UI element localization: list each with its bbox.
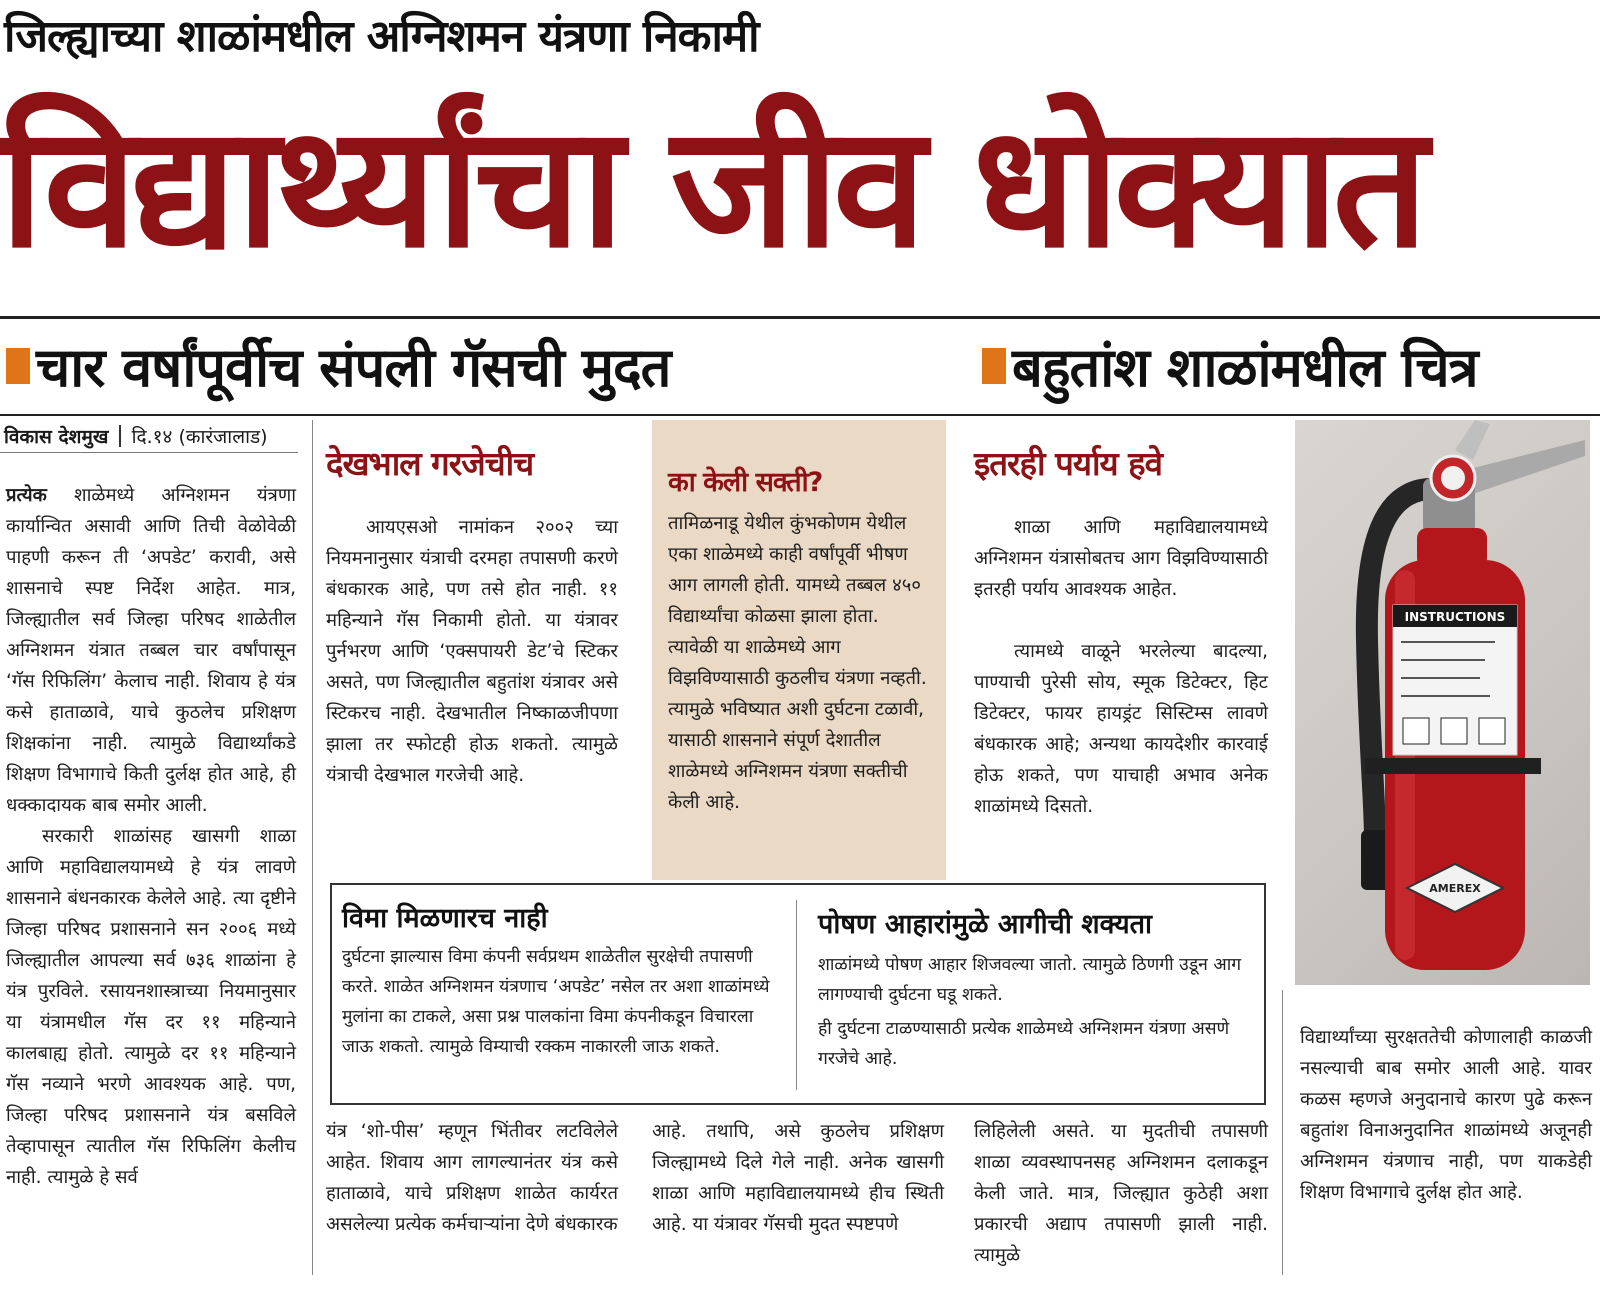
col4-paragraph-2: त्यामध्ये वाळूने भरलेल्या बादल्या, पाण्याची पुरेसी सोय, स्मूक डिटेक्टर, हिट डिटेक्टर, फायर हायड्रंट सिस्टिम्स लावणे बंधकारक आहे; अन्यथा कायदेशीर कारवाई होऊ शकते, पण याचाही अभाव अनेक शाळांमध्ये दिसतो. xyxy=(974,641,1268,817)
extinguisher-label-text: INSTRUCTIONS xyxy=(1404,610,1506,624)
subhead-right-text: बहुतांश शाळांमधील चित्र xyxy=(1012,336,1478,399)
fire-extinguisher-photo xyxy=(1295,420,1590,985)
col4-continuation: लिहिलेली असते. या मुदतीची तपासणी शाळा व्यवस्थापनसह अग्निशमन दलाकडून केली जाते. मात्र, जिल्ह्यात कुठेही अशा प्रकारची अद्याप तपासणी झाली नाही. त्यामुळे xyxy=(974,1121,1268,1266)
insurance-text: दुर्घटना झाल्यास विमा कंपनी सर्वप्रथम शाळेतील सुरक्षेची तपासणी करते. शाळेत अग्निशमन यंत्रणाच ‘अपडेट’ नसेल तर अशा शाळांमध्ये मुलांना का टाकले, असा प्रश्न पालकांना विमा कंपनीकडून विचारला जाऊ शकतो. त्यामुळे विम्याची रक्कम नाकारली जाऊ शकते. xyxy=(342,947,770,1057)
byline-dateline: दि.१४ (कारंजालाड) xyxy=(131,426,268,448)
column-rule-1 xyxy=(312,420,313,1275)
col3-paragraph: तामिळनाडू येथील कुंभकोणम येथील एका शाळेमध्ये काही वर्षांपूर्वी भीषण आग लागली होती. यामध्ये तब्बल ४५० विद्यार्थ्यांचा कोळसा झाला होता. त्यावेळी या शाळेमध्ये आग विझविण्यासाठी कुठलीच यंत्रणा नव्हती. त्यामुळे भविष्यात अशी दुर्घटना टळावी, यासाठी शासनाने संपूर्ण देशातील शाळेमध्ये अग्निशमन यंत्रणा सक्तीची केली आहे. xyxy=(668,513,927,813)
orange-square-bullet xyxy=(982,348,1006,384)
main-headline: विद्यार्थ्यांचा जीव धोक्यात xyxy=(0,89,1423,285)
col2-continuation: यंत्र ‘शो-पीस’ म्हणून भिंतीवर लटविलेले आहेत. शिवाय आग लागल्यानंतर यंत्र कसे हाताळावे, याचे प्रशिक्षण शाळेत कार्यरत असलेल्या प्रत्येक कर्मचाऱ्यांना देणे बंधकारक xyxy=(326,1121,618,1235)
top-rule xyxy=(0,316,1600,319)
col3-heading: का केली सक्ती? xyxy=(668,467,823,498)
byline-author: विकास देशमुख xyxy=(4,426,109,448)
extinguisher-brand-text: AMEREX xyxy=(1429,882,1481,895)
nutrition-heading: पोषण आहारांमुळे आगीची शक्यता xyxy=(818,909,1153,940)
orange-square-bullet xyxy=(6,348,30,384)
col4-paragraph-1: शाळा आणि महाविद्यालयामध्ये अग्निशमन यंत्रासोबतच आग विझविण्यासाठी इतरही पर्याय आवश्यक आहेत. xyxy=(974,517,1268,600)
col1-p1-text: शाळेमध्ये अग्निशमन यंत्रणा कार्यान्वित असावी आणि तिची वेळोवेळी पाहणी करून ती ‘अपडेट’ करावी, असे शासनाचे स्पष्ट निर्देश आहेत. मात्र, जिल्ह्यातील सर्व जिल्हा परिषद शाळेतील अग्निशमन यंत्रात तब्बल चार वर्षांपासून ‘गॅस रिफिलिंग’ केलाच नाही. शिवाय हे यंत्र कसे हाताळावे, याचे कुठलेच प्रशिक्षण शिक्षकांना नाही. त्यामुळे विद्यार्थ्यांकडे शिक्षण विभागाचे किती दुर्लक्ष होत आहे, ही धक्कादायक बाब समोर आली. xyxy=(6,485,296,816)
subhead-left-text: चार वर्षांपूर्वीच संपली गॅसची मुदत xyxy=(36,336,671,399)
byline-underline xyxy=(0,452,298,453)
col2-paragraph: आयएसओ नामांकन २००२ च्या नियमनानुसार यंत्राची दरमहा तपासणी करणे बंधकारक आहे, पण तसे होत नाही. ११ महिन्याने गॅस निकामी होतो. या यंत्रावर पुर्नभरण आणि ‘एक्सपायरी डेट’चे स्टिकर असते, पण जिल्ह्यातील बहुतांश यंत्रावर असे स्टिकरच नाही. देखभातील निष्काळजीपणा झाला तर स्फोटही होऊ शकतो. त्यामुळे यंत्राची देखभाल गरजेची आहे. xyxy=(326,517,618,786)
col1-paragraph-2: सरकारी शाळांसह खासगी शाळा आणि महाविद्यालयामध्ये हे यंत्र लावणे शासनाने बंधनकारक केलेले आहे. त्या दृष्टीने जिल्हा परिषद प्रशासनाने सन २००६ मध्ये जिल्ह्यातील आपल्या सर्व ७३६ शाळांना हे यंत्र पुरविले. रसायनशास्त्राच्या नियमानुसार या यंत्रामधील गॅस दर ११ महिन्याने कालबाह्य होतो. त्यामुळे दर ११ महिन्याने गॅस नव्याने भरणे आवश्यक आहे. पण, जिल्हा परिषद प्रशासनाने यंत्र बसविले तेव्हापासून त्यातील गॅस रिफिलिंग केलीच नाही. त्यामुळे हे सर्व xyxy=(6,826,296,1188)
subhead-left xyxy=(6,328,670,402)
insurance-heading: विमा मिळणारच नाही xyxy=(342,903,548,934)
inset-box-divider xyxy=(796,900,797,1090)
byline xyxy=(4,423,268,449)
column-5: विद्यार्थ्यांच्या सुरक्षततेची कोणालाही काळजी नसल्याची बाब समोर आली आहे. यावर कळस म्हणजे अनुदानाचे कारण पुढे करून बहुतांश विनाअनुदानित शाळांमध्ये अजूनही अग्निशमन यंत्रणाच नाही, पण याकडेही शिक्षण विभागाचे दुर्लक्ष होत आहे. xyxy=(1300,1027,1592,1203)
column-rule-2 xyxy=(1282,990,1283,1275)
middle-rule xyxy=(0,414,1600,416)
nutrition-text-2: ही दुर्घटना टाळण्यासाठी प्रत्येक शाळेमध्ये अग्निशमन यंत्रणा असणे गरजेचे आहे. xyxy=(818,1019,1230,1069)
byline-divider xyxy=(119,425,121,447)
column-1 xyxy=(6,480,296,1193)
subhead-right xyxy=(982,328,1478,402)
nutrition-text-1: शाळांमध्ये पोषण आहार शिजवल्या जातो. त्यामुळे ठिणगी उडून आग लागण्याची दुर्घटना घडू शकते. xyxy=(818,955,1242,1005)
col1-lead-word: प्रत्येक xyxy=(6,485,47,506)
col3-continuation: आहे. तथापि, असे कुठलेच प्रशिक्षण जिल्ह्यामध्ये दिले गेले नाही. अनेक खासगी शाळा आणि महाविद्यालयामध्ये हीच स्थिती आहे. या यंत्रावर गॅसची मुदत स्पष्टपणे xyxy=(652,1121,944,1235)
fire-extinguisher-icon xyxy=(1295,420,1590,985)
col2-heading: देखभाल गरजेचीच xyxy=(326,444,534,483)
col1-paragraph-1 xyxy=(6,480,296,821)
kicker-headline: जिल्ह्याच्या शाळांमधील अग्निशमन यंत्रणा निकामी xyxy=(4,11,759,62)
col4-heading: इतरही पर्याय हवे xyxy=(974,444,1162,483)
